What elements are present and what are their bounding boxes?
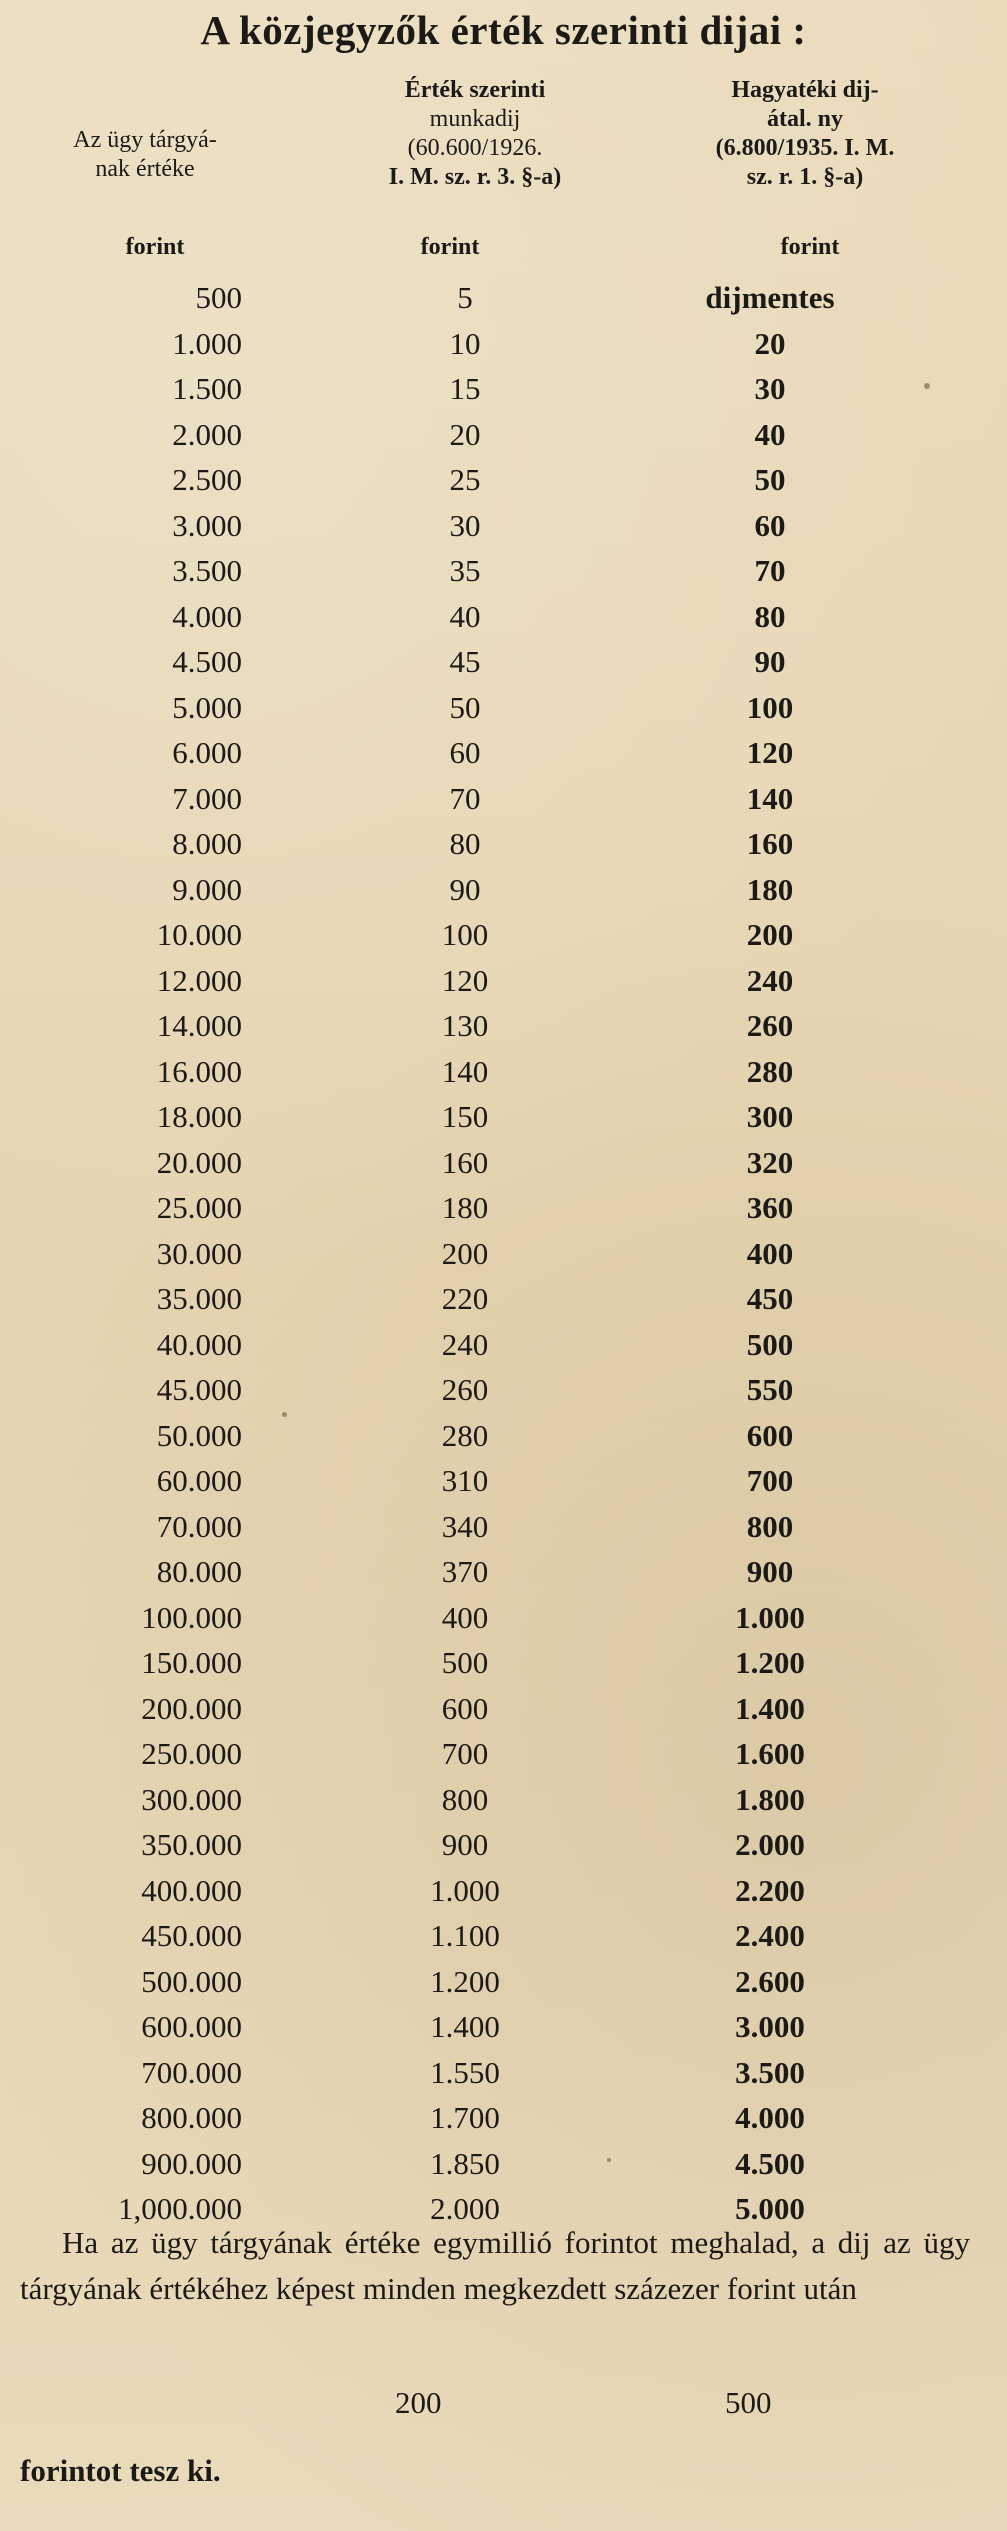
cell-work-fee: 1.100 [430, 1918, 500, 1953]
cell-subject-value: 500 [195, 280, 242, 315]
header-column-estate [640, 76, 970, 192]
cell-subject-value: 450.000 [141, 1918, 242, 1953]
table-row [0, 2095, 1007, 2141]
cell-subject-value: 35.000 [156, 1281, 242, 1316]
cell-estate-fee: 260 [746, 1008, 794, 1043]
cell-estate-fee: 800 [746, 1508, 794, 1544]
cell-work-fee: 90 [449, 871, 481, 907]
cell-subject-value: 20.000 [156, 1144, 242, 1180]
cell-estate-fee: 2.600 [735, 1963, 805, 1999]
cell-subject-value: 3.500 [172, 553, 242, 588]
table-row [0, 594, 1007, 640]
cell-work-fee: 1.000 [430, 1872, 500, 1908]
table-row [0, 1504, 1007, 1550]
table-row [0, 1413, 1007, 1459]
cell-work-fee: 100 [441, 917, 489, 952]
table-row [0, 1094, 1007, 1140]
cell-estate-fee: 320 [746, 1144, 794, 1180]
cell-subject-value: 400.000 [141, 1872, 242, 1908]
cell-estate-fee: 1.400 [735, 1690, 805, 1726]
table-row [0, 457, 1007, 503]
table-row [0, 1322, 1007, 1368]
cell-subject-value: 8.000 [172, 826, 242, 861]
header-line: (60.600/1926. [407, 135, 543, 161]
cell-estate-fee: 1.000 [735, 1599, 805, 1635]
cell-estate-fee: 60 [754, 507, 786, 543]
cell-work-fee: 120 [441, 962, 489, 998]
cell-estate-fee: 30 [754, 371, 786, 406]
cell-estate-fee: 80 [754, 598, 786, 634]
cell-subject-value: 600.000 [141, 2009, 242, 2044]
cell-estate-fee: 2.400 [735, 1918, 805, 1953]
cell-subject-value: 1.500 [172, 371, 242, 406]
cell-estate-fee: 300 [746, 1099, 794, 1134]
header-line: nak értéke [95, 156, 195, 182]
table-row [0, 321, 1007, 367]
cell-estate-fee: 900 [746, 1554, 794, 1589]
cell-subject-value: 5.000 [172, 689, 242, 725]
cell-estate-fee: 3.500 [735, 2054, 805, 2090]
table-row [0, 1640, 1007, 1686]
cell-work-fee: 700 [441, 1736, 489, 1771]
cell-estate-fee: 50 [754, 462, 786, 497]
table-row [0, 275, 1007, 321]
cell-subject-value: 50.000 [156, 1417, 242, 1453]
cell-subject-value: 3.000 [172, 507, 242, 543]
cell-estate-fee: 200 [746, 917, 794, 952]
cell-subject-value: 100.000 [141, 1599, 242, 1635]
header-line: I. M. sz. r. 3. §-a) [388, 164, 562, 190]
cell-estate-fee: 280 [746, 1053, 794, 1089]
table-row [0, 730, 1007, 776]
table-row [0, 2004, 1007, 2050]
cell-subject-value: 4.000 [172, 598, 242, 634]
cell-work-fee: 600 [441, 1690, 489, 1726]
cell-estate-fee: 1.600 [735, 1736, 805, 1771]
table-row [0, 1231, 1007, 1277]
cell-work-fee: 130 [441, 1008, 489, 1043]
header-line: Érték szerinti [404, 77, 546, 103]
page-title: A közjegyzők érték szerinti dijai : [200, 7, 807, 53]
header-line: sz. r. 1. §-a) [746, 164, 864, 190]
cell-work-fee: 60 [449, 735, 481, 770]
cell-estate-fee: 120 [746, 735, 794, 770]
cell-work-fee: 80 [449, 826, 481, 861]
table-row [0, 2141, 1007, 2187]
cell-work-fee: 220 [441, 1281, 489, 1316]
table-row [0, 1458, 1007, 1504]
cell-work-fee: 400 [441, 1599, 489, 1635]
cell-work-fee: 35 [449, 553, 481, 588]
cell-subject-value: 200.000 [141, 1690, 242, 1726]
unit-label-value: forint [125, 234, 185, 260]
table-row [0, 1276, 1007, 1322]
cell-estate-fee: 40 [754, 416, 786, 452]
cell-work-fee: 240 [441, 1326, 489, 1362]
table-row [0, 1003, 1007, 1049]
cell-subject-value: 2.000 [172, 416, 242, 452]
cell-estate-fee: dijmentes [705, 280, 835, 315]
paper-speck [607, 2158, 611, 2162]
header-line: (6.800/1935. I. M. [715, 135, 895, 161]
cell-estate-fee: 2.200 [735, 1872, 805, 1908]
header-column-value [20, 126, 270, 184]
table-row [0, 2050, 1007, 2096]
cell-subject-value: 6.000 [172, 735, 242, 770]
cell-estate-fee: 5.000 [735, 2191, 805, 2226]
footer-amount-estate: 500 [725, 2385, 772, 2420]
cell-estate-fee: 240 [746, 962, 794, 998]
cell-work-fee: 150 [441, 1099, 489, 1134]
cell-subject-value: 700.000 [141, 2054, 242, 2090]
cell-subject-value: 10.000 [156, 917, 242, 952]
cell-estate-fee: 160 [746, 826, 794, 861]
table-row [0, 1868, 1007, 1914]
cell-subject-value: 350.000 [141, 1827, 242, 1862]
cell-estate-fee: 20 [754, 325, 786, 361]
cell-estate-fee: 90 [754, 644, 786, 679]
header-column-fee [315, 76, 635, 192]
cell-work-fee: 310 [441, 1463, 489, 1498]
cell-subject-value: 800.000 [141, 2100, 242, 2135]
cell-work-fee: 260 [441, 1372, 489, 1407]
cell-work-fee: 140 [441, 1053, 489, 1089]
cell-work-fee: 160 [441, 1144, 489, 1180]
cell-estate-fee: 450 [746, 1281, 794, 1316]
cell-subject-value: 300.000 [141, 1781, 242, 1817]
cell-estate-fee: 3.000 [735, 2009, 805, 2044]
table-row [0, 548, 1007, 594]
table-row [0, 503, 1007, 549]
header-line: munkadij [429, 106, 521, 132]
table-row [0, 1822, 1007, 1868]
table-row [0, 1777, 1007, 1823]
cell-work-fee: 800 [441, 1781, 489, 1817]
cell-subject-value: 70.000 [156, 1508, 242, 1544]
cell-estate-fee: 600 [746, 1417, 794, 1453]
cell-estate-fee: 100 [746, 689, 794, 725]
table-row [0, 1049, 1007, 1095]
cell-estate-fee: 70 [754, 553, 786, 588]
cell-estate-fee: 2.000 [735, 1827, 805, 1862]
table-row [0, 1185, 1007, 1231]
unit-label-estate: forint [780, 234, 840, 260]
cell-estate-fee: 1.800 [735, 1781, 805, 1817]
table-row [0, 912, 1007, 958]
cell-work-fee: 25 [449, 462, 481, 497]
cell-work-fee: 1.550 [430, 2054, 500, 2090]
cell-subject-value: 500.000 [141, 1963, 242, 1999]
cell-work-fee: 5 [457, 280, 473, 315]
cell-estate-fee: 1.200 [735, 1645, 805, 1680]
cell-work-fee: 70 [449, 780, 481, 816]
cell-work-fee: 45 [449, 644, 481, 679]
cell-estate-fee: 4.500 [735, 2145, 805, 2181]
cell-estate-fee: 700 [746, 1463, 794, 1498]
cell-subject-value: 45.000 [156, 1372, 242, 1407]
table-row [0, 412, 1007, 458]
cell-subject-value: 25.000 [156, 1190, 242, 1225]
cell-work-fee: 2.000 [430, 2191, 500, 2226]
cell-subject-value: 4.500 [172, 644, 242, 679]
cell-estate-fee: 140 [746, 780, 794, 816]
table-row [0, 366, 1007, 412]
header-line: átal. ny [766, 106, 843, 132]
cell-work-fee: 20 [449, 416, 481, 452]
header-line: Az ügy tárgyá- [73, 127, 217, 153]
table-row [0, 821, 1007, 867]
cell-work-fee: 10 [449, 325, 481, 361]
cell-work-fee: 200 [441, 1235, 489, 1271]
cell-subject-value: 900.000 [141, 2145, 242, 2181]
cell-estate-fee: 180 [746, 871, 794, 907]
cell-subject-value: 150.000 [141, 1645, 242, 1680]
cell-subject-value: 60.000 [156, 1463, 242, 1498]
cell-estate-fee: 400 [746, 1235, 794, 1271]
table-row [0, 1959, 1007, 2005]
cell-work-fee: 40 [449, 598, 481, 634]
footer-amount-fee: 200 [395, 2385, 442, 2420]
cell-subject-value: 14.000 [156, 1008, 242, 1043]
cell-estate-fee: 500 [746, 1326, 794, 1362]
cell-estate-fee: 550 [746, 1372, 794, 1407]
cell-work-fee: 340 [441, 1508, 489, 1544]
cell-work-fee: 15 [449, 371, 481, 406]
cell-work-fee: 500 [441, 1645, 489, 1680]
cell-work-fee: 280 [441, 1417, 489, 1453]
table-row [0, 867, 1007, 913]
table-row [0, 1731, 1007, 1777]
cell-subject-value: 16.000 [156, 1053, 242, 1089]
table-row [0, 1686, 1007, 1732]
cell-estate-fee: 360 [746, 1190, 794, 1225]
cell-work-fee: 180 [441, 1190, 489, 1225]
cell-subject-value: 1,000.000 [118, 2191, 242, 2226]
cell-subject-value: 40.000 [156, 1326, 242, 1362]
paper-speck [924, 383, 930, 389]
cell-subject-value: 80.000 [156, 1554, 242, 1589]
cell-work-fee: 1.200 [430, 1963, 500, 1999]
table-row [0, 1367, 1007, 1413]
table-row [0, 639, 1007, 685]
footer-closing: forintot tesz ki. [20, 2453, 221, 2488]
table-row [0, 1549, 1007, 1595]
table-row [0, 1140, 1007, 1186]
cell-work-fee: 370 [441, 1554, 489, 1589]
cell-estate-fee: 4.000 [735, 2100, 805, 2135]
cell-subject-value: 2.500 [172, 462, 242, 497]
header-line: Hagyatéki dij- [731, 77, 879, 103]
table-row [0, 1595, 1007, 1641]
cell-work-fee: 1.700 [430, 2100, 500, 2135]
cell-subject-value: 9.000 [172, 871, 242, 907]
cell-subject-value: 7.000 [172, 780, 242, 816]
paper-speck [282, 1412, 287, 1417]
cell-work-fee: 30 [449, 507, 481, 543]
unit-label-fee: forint [420, 234, 480, 260]
table-row [0, 958, 1007, 1004]
cell-work-fee: 50 [449, 689, 481, 725]
cell-subject-value: 250.000 [141, 1736, 242, 1771]
cell-subject-value: 18.000 [156, 1099, 242, 1134]
cell-subject-value: 12.000 [156, 962, 242, 998]
table-row [0, 685, 1007, 731]
cell-subject-value: 30.000 [156, 1235, 242, 1271]
cell-work-fee: 1.850 [430, 2145, 500, 2181]
table-row [0, 776, 1007, 822]
cell-work-fee: 900 [441, 1827, 489, 1862]
cell-subject-value: 1.000 [172, 325, 242, 361]
footer-paragraph: Ha az ügy tárgyának értéke egymillió forintot meghalad, a dij az ügy tárgyának értékéhez képest minden megkezdett százezer forint után [20, 2225, 970, 2306]
table-row [0, 1913, 1007, 1959]
cell-work-fee: 1.400 [430, 2009, 500, 2044]
